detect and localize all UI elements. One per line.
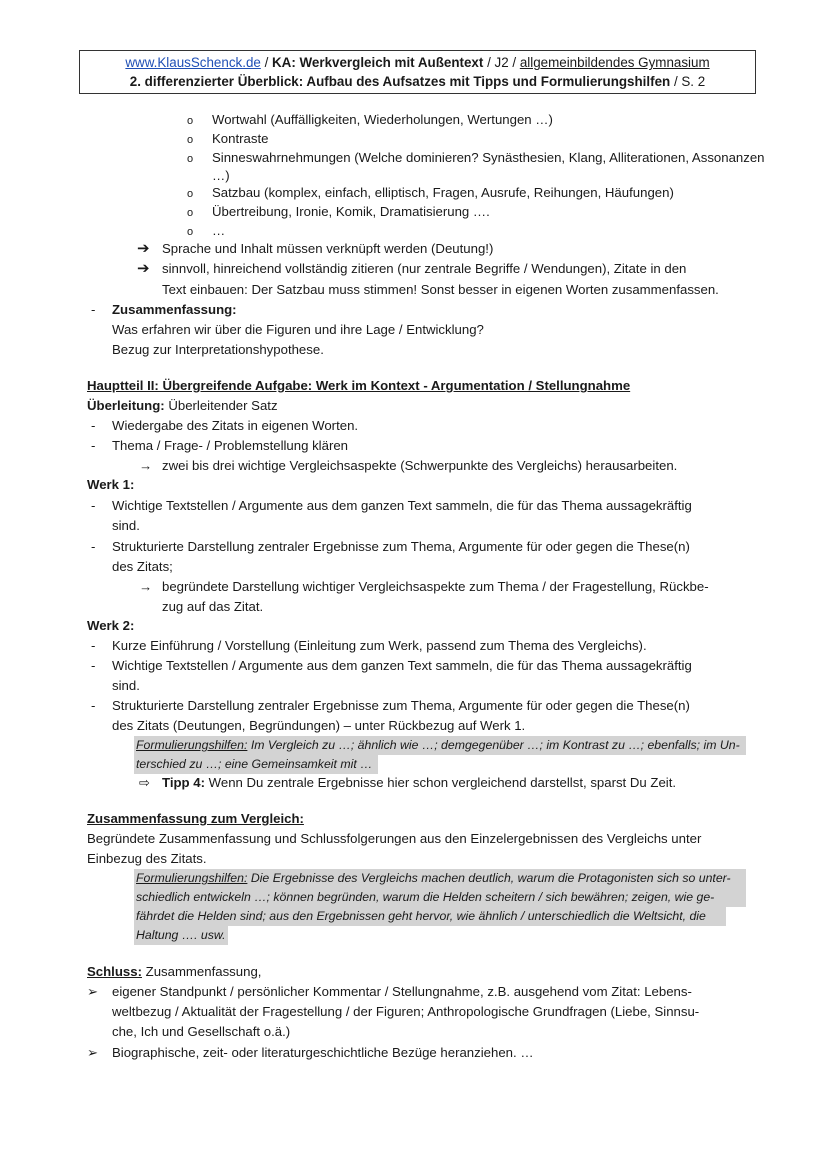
list-item: Wiedergabe des Zitats in eigenen Worten. [112, 418, 359, 433]
circle-bullet: o [187, 226, 194, 238]
triangle-bullet-icon: ➢ [87, 984, 99, 999]
formulation-hint-continuation: schiedlich entwickeln …; können begründen, warum die Helden scheitern / sich bewähren; zeigen, wie ge- [136, 890, 715, 904]
circle-bullet: o [187, 188, 194, 200]
bold-arrow-icon: ➔ [137, 260, 150, 277]
hollow-arrow-icon: ⇨ [139, 775, 150, 790]
list-item-continuation: che, Ich und Gesellschaft o.ä.) [112, 1024, 291, 1039]
formulation-hint-continuation: terschied zu …; eine Gemeinsamkeit mit … [136, 757, 373, 771]
circle-bullet: o [187, 207, 194, 219]
dash-bullet: - [91, 438, 96, 453]
dash-bullet: - [91, 698, 96, 713]
header-line-2: 2. differenzierter Überblick: Aufbau des Aufsatzes mit Tipps und Formulierungshilfen / S. 2 [129, 74, 706, 89]
summary-line: Was erfahren wir über die Figuren und ihre Lage / Entwicklung? [112, 322, 484, 337]
formulation-hint: Formulierungshilfen: Die Ergebnisse des Vergleichs machen deutlich, warum die Protagonisten sich so unter- [136, 871, 731, 885]
list-item: Strukturierte Darstellung zentraler Ergebnisse zum Thema, Argumente für oder gegen die These(n) [112, 698, 690, 713]
formulation-hint-continuation: fährdet die Helden sind; aus den Ergebnissen geht hervor, wie ähnlich / unterschiedlich die Weltsicht, die [136, 909, 706, 923]
tip: Tipp 4: Wenn Du zentrale Ergebnisse hier schon vergleichend darstellst, sparst Du Zeit. [162, 775, 677, 790]
list-item: Kontraste [212, 131, 269, 146]
list-item: Wichtige Textstellen / Argumente aus dem ganzen Text sammeln, die für das Thema aussagekräftig [112, 658, 692, 673]
list-item: Sinneswahrnehmungen (Welche dominieren? Synästhesien, Klang, Alliterationen, Assonanzen [212, 150, 765, 165]
formulation-hint: Formulierungshilfen: Im Vergleich zu …; ähnlich wie …; demgegenüber …; im Kontrast zu …; ebenfalls; im Un- [136, 738, 740, 752]
section-title-vergleich: Zusammenfassung zum Vergleich: [87, 811, 304, 826]
circle-bullet: o [187, 153, 194, 165]
arrow-item-continuation: zug auf das Zitat. [162, 599, 264, 614]
paragraph-line: Einbezug des Zitats. [87, 851, 207, 866]
list-item-continuation: sind. [112, 518, 140, 533]
list-item: Kurze Einführung / Vorstellung (Einleitung zum Werk, passend zum Thema des Vergleichs). [112, 638, 647, 653]
bold-arrow-icon: ➔ [137, 240, 150, 257]
list-item-continuation: des Zitats; [112, 559, 173, 574]
dash-bullet: - [91, 638, 96, 653]
summary-title: Zusammenfassung: [112, 302, 237, 317]
arrow-item: zwei bis drei wichtige Vergleichsaspekte (Schwerpunkte des Vergleichs) herausarbeiten. [162, 458, 678, 473]
arrow-item: Sprache und Inhalt müssen verknüpft werden (Deutung!) [162, 241, 494, 256]
list-item-continuation: des Zitats (Deutungen, Begründungen) – unter Rückbezug auf Werk 1. [112, 718, 526, 733]
arrow-item-continuation: Text einbauen: Der Satzbau muss stimmen! Sonst besser in eigenen Worten zusammenfassen. [162, 282, 719, 297]
arrow-icon: → [139, 458, 153, 473]
list-item: Thema / Frage- / Problemstellung klären [112, 438, 349, 453]
list-item-continuation: …) [212, 168, 230, 183]
dash-bullet: - [91, 418, 96, 433]
formulation-hint-continuation: Haltung …. usw. [136, 928, 226, 942]
page-header [79, 50, 756, 94]
arrow-item: begründete Darstellung wichtiger Vergleichsaspekte zum Thema / der Fragestellung, Rückbe- [162, 579, 709, 594]
school-type: allgemeinbildendes Gymnasium [519, 55, 710, 70]
dash-bullet: - [91, 498, 96, 513]
arrow-item: sinnvoll, hinreichend vollständig zitieren (nur zentrale Begriffe / Wendungen), Zitate in den [162, 261, 687, 276]
triangle-bullet-icon: ➢ [87, 1045, 99, 1060]
list-item: Übertreibung, Ironie, Komik, Dramatisierung …. [212, 204, 490, 219]
paragraph-line: Begründete Zusammenfassung und Schlussfolgerungen aus den Einzelergebnissen des Vergleichs unter [87, 831, 702, 846]
arrow-icon: → [139, 579, 153, 594]
schluss-heading: Schluss: Zusammenfassung, [87, 964, 262, 979]
werk1-title: Werk 1: [87, 477, 135, 492]
list-item-continuation: sind. [112, 678, 140, 693]
site-link[interactable]: www.KlausSchenck.de [125, 55, 261, 70]
ueberleitung: Überleitung: Überleitender Satz [87, 398, 278, 413]
list-item: Strukturierte Darstellung zentraler Ergebnisse zum Thema, Argumente für oder gegen die These(n) [112, 539, 690, 554]
header-line-1: www.KlausSchenck.de / KA: Werkvergleich mit Außentext / J2 / allgemeinbildendes Gymnasium [125, 55, 710, 70]
list-item-continuation: weltbezug / Aktualität der Fragestellung / der Figuren; Anthropologische Grundfragen (Liebe, Sinnsu- [112, 1004, 700, 1019]
list-item: … [212, 223, 226, 238]
circle-bullet: o [187, 134, 194, 146]
list-item: Satzbau (komplex, einfach, elliptisch, Fragen, Ausrufe, Reihungen, Häufungen) [212, 185, 674, 200]
dash-bullet: - [91, 539, 96, 554]
circle-bullet: o [187, 115, 194, 127]
list-item: Biographische, zeit- oder literaturgeschichtliche Bezüge heranziehen. … [112, 1045, 534, 1060]
dash-bullet: - [91, 658, 96, 673]
summary-line: Bezug zur Interpretationshypothese. [112, 342, 324, 357]
list-item: eigener Standpunkt / persönlicher Kommentar / Stellungnahme, z.B. ausgehend vom Zitat: Lebens- [112, 984, 692, 999]
section-title-hauptteil: Hauptteil II: Übergreifende Aufgabe: Werk im Kontext - Argumentation / Stellungnahme [87, 378, 631, 393]
list-item: Wichtige Textstellen / Argumente aus dem ganzen Text sammeln, die für das Thema aussagekräftig [112, 498, 692, 513]
werk2-title: Werk 2: [87, 618, 135, 633]
dash-bullet: - [91, 302, 96, 317]
list-item: Wortwahl (Auffälligkeiten, Wiederholungen, Wertungen …) [212, 112, 553, 127]
